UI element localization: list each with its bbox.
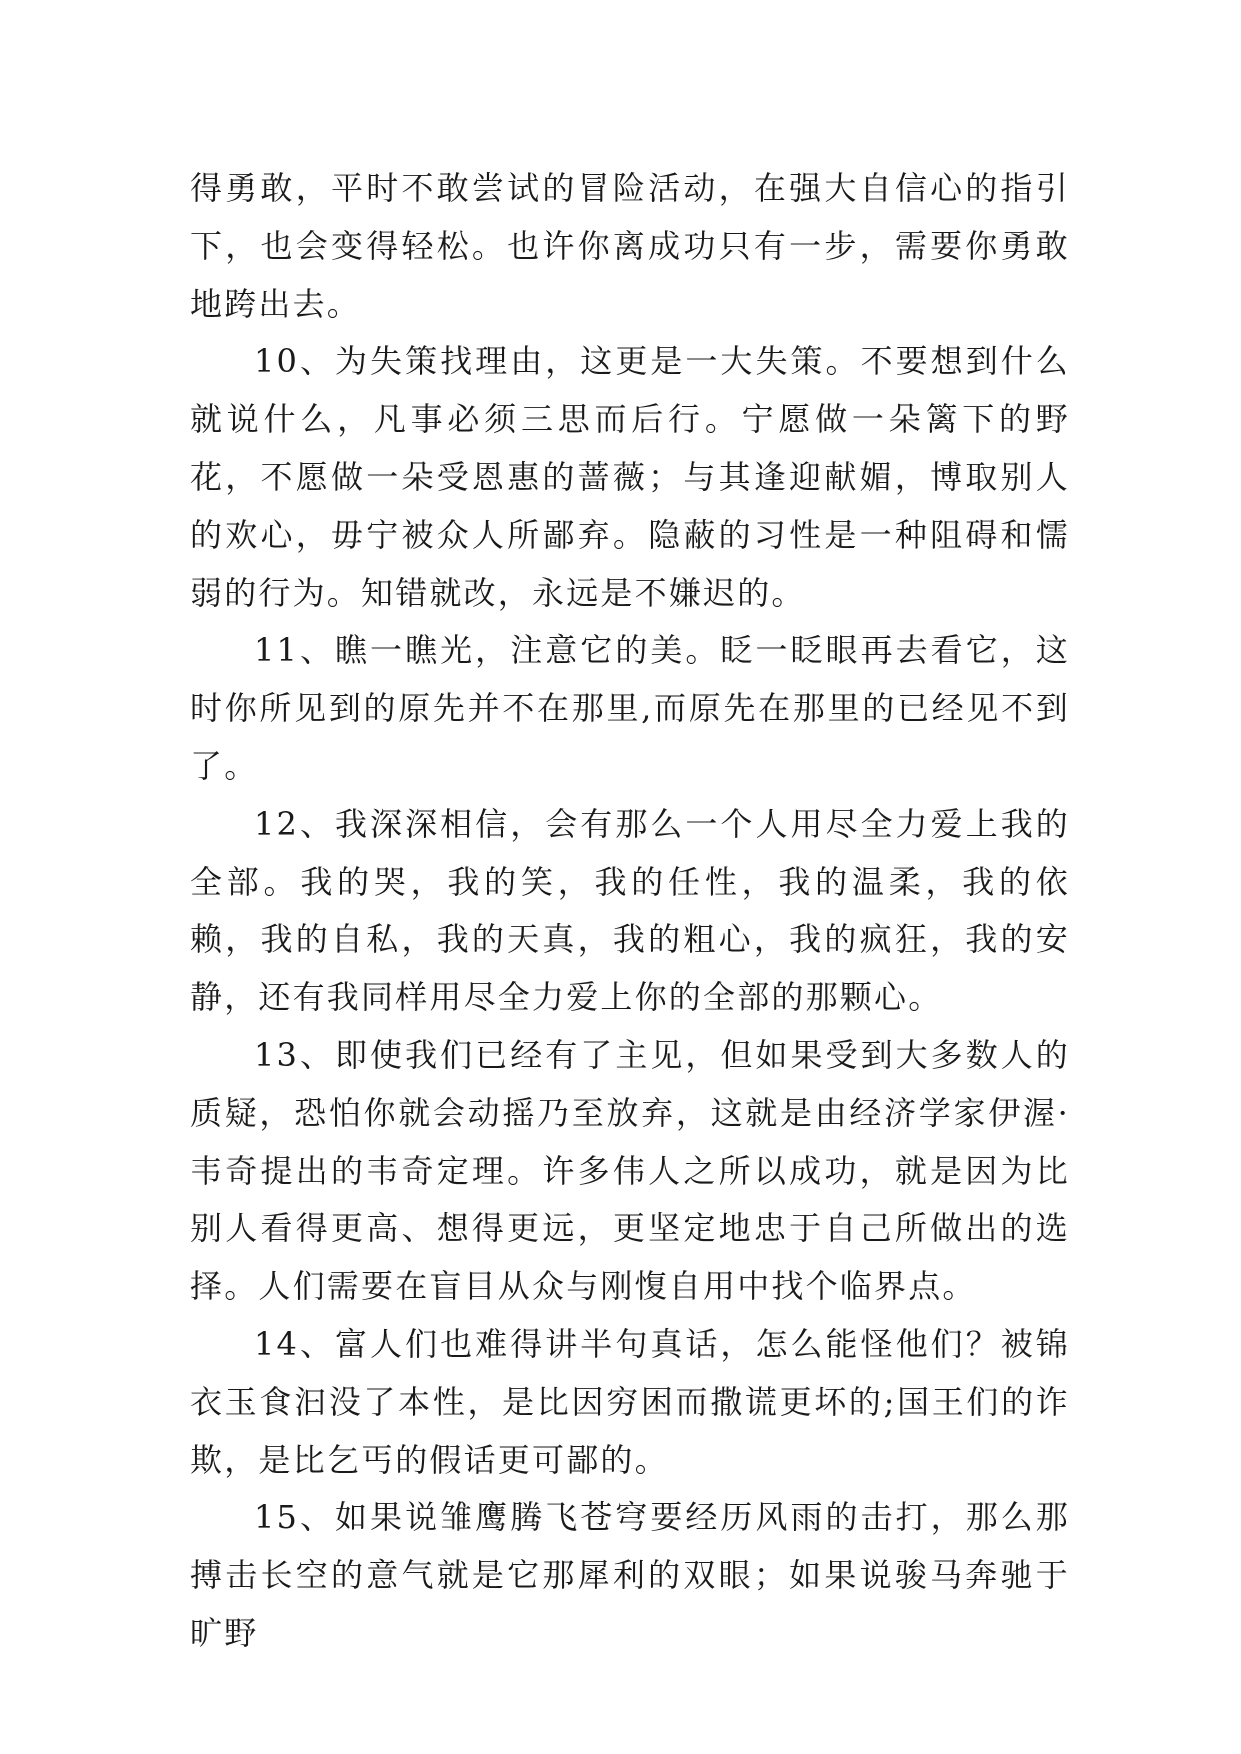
paragraph-continuation: 得勇敢，平时不敢尝试的冒险活动，在强大自信心的指引下，也会变得轻松。也许你离成功只有一步，需要你勇敢地跨出去。	[190, 169, 1070, 323]
paragraph-15: 15、如果说雏鹰腾飞苍穹要经历风雨的击打，那么那搏击长空的意气就是它那犀利的双眼；如果说骏马奔驰于旷野	[190, 1498, 1070, 1652]
paragraph-14: 14、富人们也难得讲半句真话，怎么能怪他们？被锦衣玉食汩没了本性，是比因穷困而撒谎更坏的;国王们的诈欺，是比乞丐的假话更可鄙的。	[190, 1324, 1070, 1479]
document-body	[190, 160, 1070, 1663]
paragraph-10: 10、为失策找理由，这更是一大失策。不要想到什么就说什么，凡事必须三思而后行。宁愿做一朵篱下的野花，不愿做一朵受恩惠的蔷薇；与其逢迎献媚，博取别人的欢心，毋宁被众人所鄙弃。隐蔽的习性是一种阻碍和懦弱的行为。知错就改，永远是不嫌迟的。	[190, 342, 1070, 612]
paragraph-13: 13、即使我们已经有了主见，但如果受到大多数人的质疑，恐怕你就会动摇乃至放弃，这就是由经济学家伊渥·韦奇提出的韦奇定理。许多伟人之所以成功，就是因为比别人看得更高、想得更远，更坚定地忠于自己所做出的选择。人们需要在盲目从众与刚愎自用中找个临界点。	[190, 1035, 1070, 1306]
paragraph-12: 12、我深深相信，会有那么一个人用尽全力爱上我的全部。我的哭，我的笑，我的任性，我的温柔，我的依赖，我的自私，我的天真，我的粗心，我的疯狂，我的安静，还有我同样用尽全力爱上你的全部的那颗心。	[190, 804, 1070, 1017]
paragraph-11: 11、瞧一瞧光，注意它的美。眨一眨眼再去看它，这时你所见到的原先并不在那里,而原先在那里的已经见不到了。	[190, 631, 1070, 785]
